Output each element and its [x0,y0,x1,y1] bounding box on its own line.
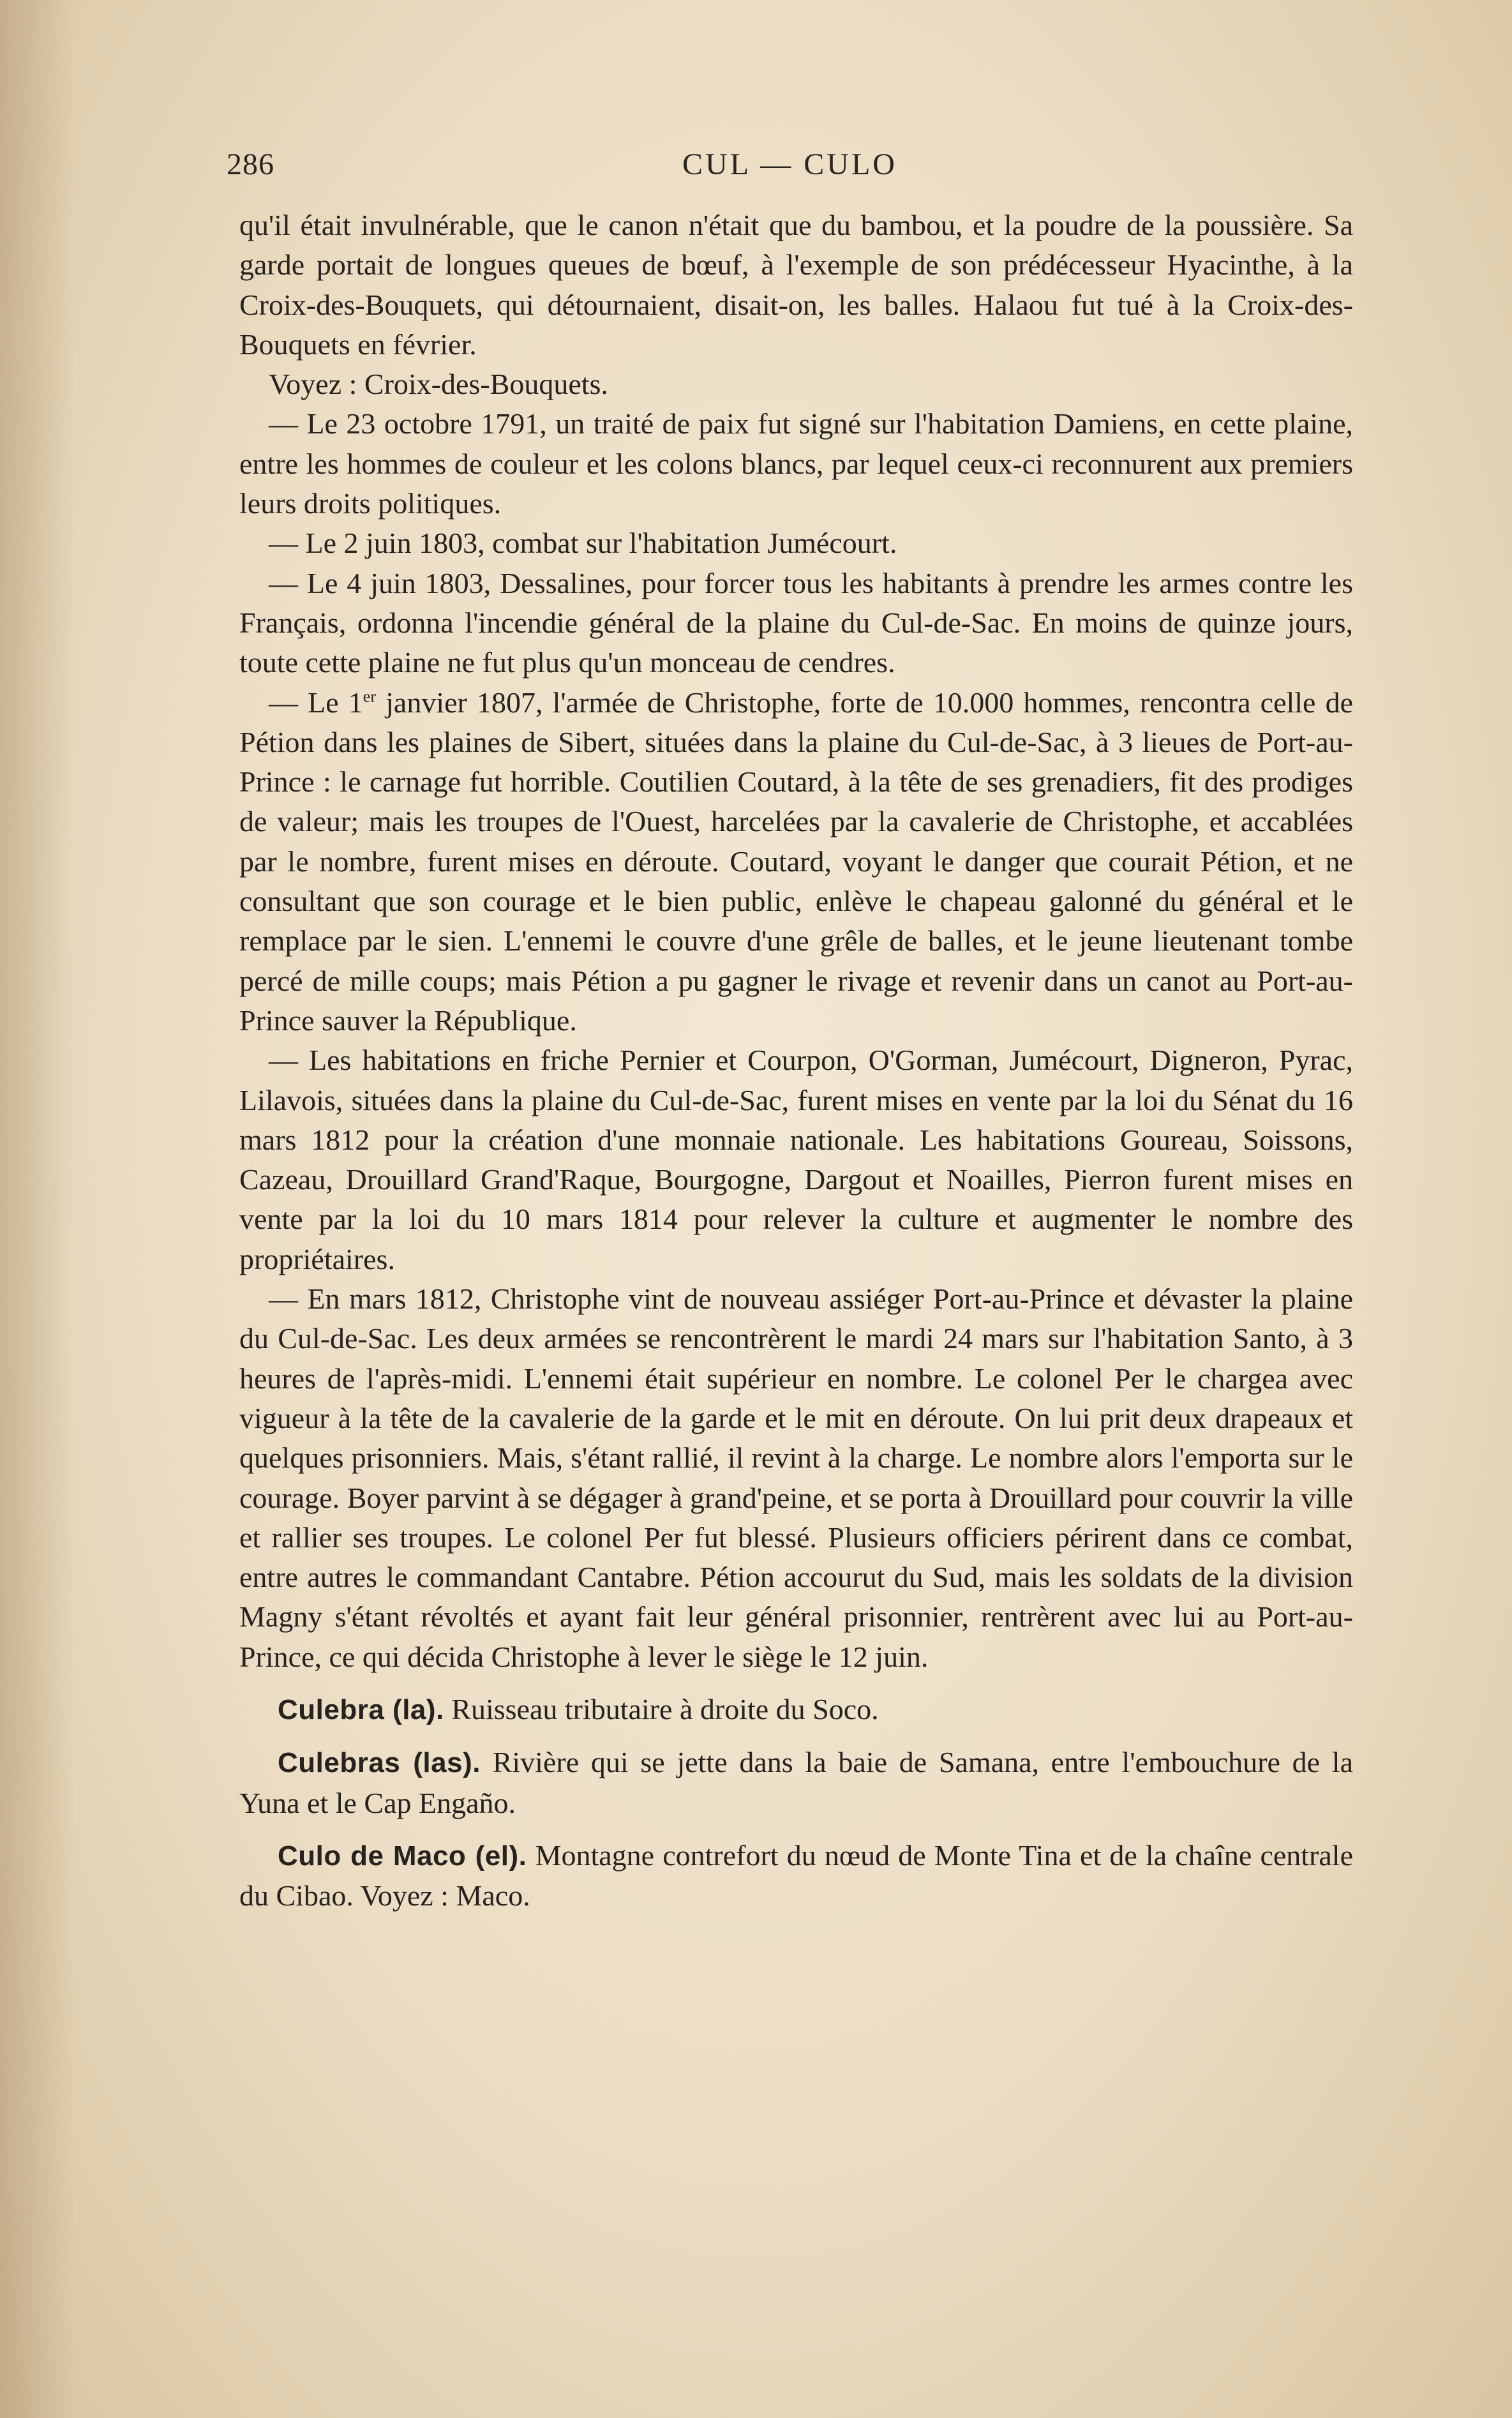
ordinal-superscript: er [363,687,376,706]
paragraph-1791-treaty: — Le 23 octobre 1791, un traité de paix fut signé sur l'habitation Damiens, en cette plaine, entre les hommes de couleur et les colons blancs, par lequel ceux-ci reconnurent aux premiers leurs droits politiques. [239,407,1353,520]
paragraph-1807-text: janvier 1807, l'armée de Christophe, forte de 10.000 hommes, rencontra celle de Pétion dans les plaines de Sibert, situées dans la plaine du Cul-de-Sac, à 3 lieues de Port-au-Prince : le carnage fut horrible. Coutilien Coutard, à la tête de ses grenadiers, fit des prodiges de valeur; mais les troupes de l'Ouest, harcelées par la cavalerie de Christophe, et accablées par le nombre, furent mises en déroute. Coutard, voyant le danger que courait Pétion, et ne consultant que son courage et le bien public, enlève le chapeau galonné du général et le remplace par le sien. L'ennemi le couvre d'une grêle de balles, et le jeune lieutenant tombe percé de mille coups; mais Pétion a pu gagner le rivage et revenir dans un canot au Port-au-Prince sauver la République. [239,686,1354,1037]
page-number: 286 [227,147,274,181]
page-header [227,147,1353,191]
paragraph-1803-fire: — Le 4 juin 1803, Dessalines, pour forcer tous les habitants à prendre les armes contre les Français, ordonna l'incendie général de la plaine du Cul-de-Sac. En moins de quinze jours, toute cette plaine ne fut plus qu'un monceau de cendres. [239,566,1353,679]
paragraph-1807-battle [239,683,1353,1041]
entry-definition: Ruisseau tributaire à droite du Soco. [451,1692,879,1725]
entry-culebra [239,1690,1353,1730]
paragraph-1803-combat: — Le 2 juin 1803, combat sur l'habitation Jumécourt. [269,527,897,560]
entry-culebras [239,1743,1353,1823]
entry-term: Culebra (la). [278,1693,444,1725]
paragraph-1812-sales: — Les habitations en friche Pernier et Courpon, O'Gorman, Jumécourt, Digneron, Pyrac, Lilavois, situées dans la plaine du Cul-de-Sac, furent mises en vente par la loi du Sénat du 16 mars 1812 pour la création d'une monnaie nationale. Les habitations Goureau, Soissons, Cazeau, Drouillard Grand'Raque, Bourgogne, Dargout et Noailles, Pierron furent mises en vente par la loi du 10 mars 1814 pour relever la culture et augmenter le nombre des propriétaires. [239,1044,1353,1275]
entry-definition: Rivière qui se jette dans la baie de Samana, entre l'embouchure de la Yuna et le Cap Engaño. [239,1746,1353,1819]
date-prefix: — Le 1 [269,686,363,719]
paragraph-see-also: Voyez : Croix-des-Bouquets. [269,368,608,401]
body-text [239,206,1353,1916]
paragraph-1812-siege: — En mars 1812, Christophe vint de nouveau assiéger Port-au-Prince et dévaster la plaine du Cul-de-Sac. Les deux armées se rencontrèrent le mardi 24 mars sur l'habitation Santo, à 3 heures de l'après-midi. L'ennemi était supérieur en nombre. Le colonel Per le chargea avec vigueur à la tête de la cavalerie de la garde et le mit en déroute. On lui prit deux drapeaux et quelques prisonniers. Mais, s'étant rallié, il revint à la charge. Le nombre alors l'emporta sur le courage. Boyer parvint à se dégager à grand'peine, et se porta à Drouillard pour couvrir la ville et rallier ses troupes. Le colonel Per fut blessé. Plusieurs officiers périrent dans ce combat, entre autres le commandant Cantabre. Pétion accourut du Sud, mais les soldats de la division Magny s'étant révoltés et ayant fait leur général prisonnier, rentrèrent avec lui au Port-au-Prince, ce qui décida Christophe à lever le siège le 12 juin. [239,1282,1353,1673]
page-edge-shadow [0,0,77,2418]
entry-term: Culo de Maco (el). [278,1840,527,1872]
paragraph-halaou: qu'il était invulnérable, que le canon n'était que du bambou, et la poudre de la poussière. Sa garde portait de longues queues de bœuf, à l'exemple de son prédécesseur Hyacinthe, à la Croix-des-Bouquets, qui détournaient, disait-on, les balles. Halaou fut tué à la Croix-des-Bouquets en février. [239,209,1353,361]
running-head: CUL — CULO [682,147,897,181]
entry-culo-de-maco [239,1836,1353,1916]
entry-term: Culebras (las). [278,1747,481,1779]
entry-definition: Montagne contrefort du nœud de Monte Tina et de la chaîne centrale du Cibao. Voyez : Maco. [239,1838,1353,1912]
